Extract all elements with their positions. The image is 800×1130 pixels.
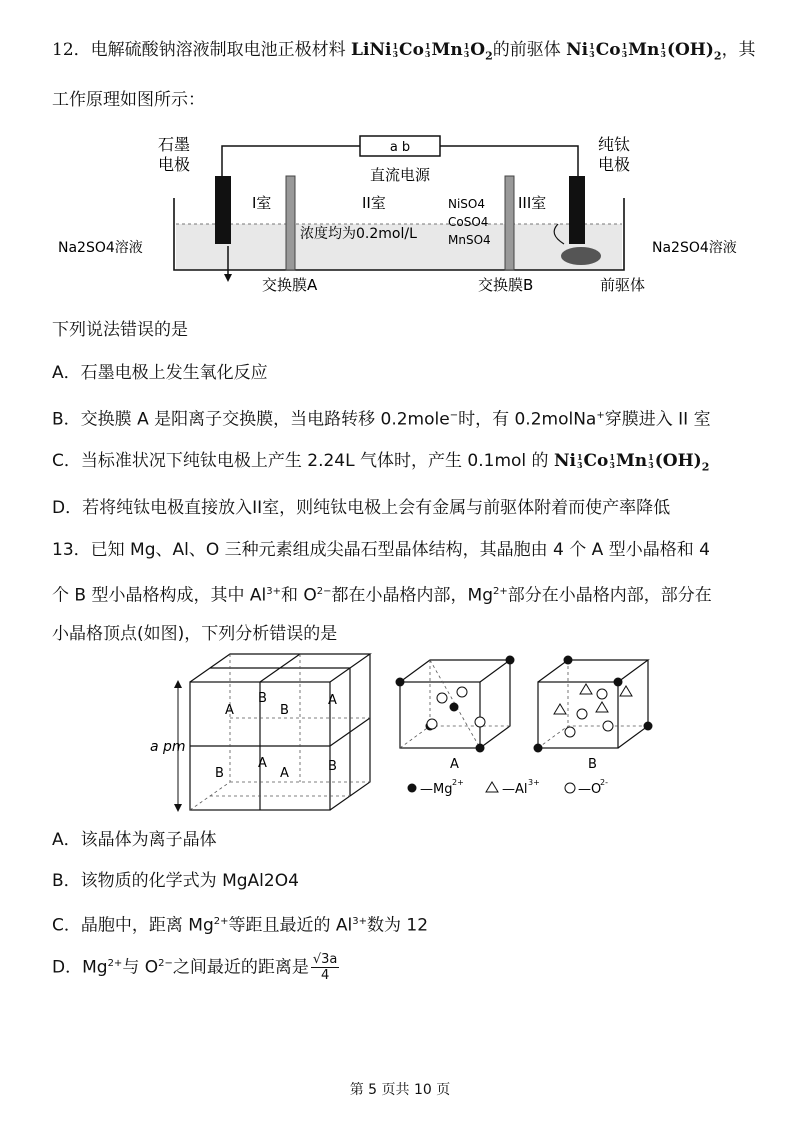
q13-option-a: A．该晶体为离子晶体 (52, 830, 217, 850)
q13-number: 13． (52, 540, 91, 560)
svg-text:III室: III室 (518, 194, 547, 212)
svg-text:I室: I室 (252, 194, 272, 212)
titanium-electrode (569, 176, 585, 244)
svg-text:石墨: 石墨 (158, 135, 191, 154)
al-legend-icon (486, 782, 498, 792)
svg-text:纯钛: 纯钛 (598, 135, 631, 154)
svg-text:交换膜B: 交换膜B (478, 276, 534, 294)
svg-text:A: A (258, 756, 267, 771)
membrane-b (505, 176, 514, 270)
svg-text:A: A (450, 757, 459, 772)
svg-text:前驱体: 前驱体 (600, 276, 646, 294)
svg-text:MnSO4: MnSO4 (448, 233, 491, 247)
svg-text:电极: 电极 (158, 155, 191, 174)
svg-text:—Al: —Al (502, 782, 528, 797)
q13-stem-line1: 13．已知 Mg、Al、O 三种元素组成尖晶石型晶体结构，其晶胞由 4 个 A 型小晶格和 4 (52, 540, 710, 560)
precursor-deposit (561, 247, 601, 265)
q12-option-a: A．石墨电极上发生氧化反应 (52, 363, 268, 383)
q13-option-c: C．晶胞中，距离 $Mg^{2+}$等距且最近的 $Al^{3+}$数为 12 (52, 915, 429, 936)
svg-text:B: B (588, 757, 597, 772)
svg-text:II室: II室 (362, 194, 386, 212)
mg-legend-icon (408, 784, 417, 793)
distance-fraction: $\frac{√3a}{4}$ (312, 952, 338, 984)
q12-stem-line2: 工作原理如图所示： (52, 90, 205, 110)
svg-text:B: B (258, 691, 267, 706)
graphite-electrode (215, 176, 231, 244)
power-box-label: a b (389, 140, 411, 155)
q12-prompt: 下列说法错误的是 (52, 320, 188, 340)
electrolysis-diagram (40, 128, 760, 308)
q12-number: 12． (52, 40, 91, 60)
svg-text:A: A (328, 693, 337, 708)
q12-option-c: C．当标准状况下纯钛电极上产生 2.24L 气体时，产生 0.1mol 的 Ni 1 3 Co 1 3 Mn 1 3 $(OH)_2$ (52, 451, 710, 474)
svg-text:—O: —O (578, 782, 602, 797)
q13-stem-line3: 小晶格顶点(如图)，下列分析错误的是 (52, 624, 338, 644)
svg-text:B: B (215, 766, 224, 781)
svg-text:2+: 2+ (452, 778, 464, 787)
svg-text:电极: 电极 (598, 155, 631, 174)
svg-text:B: B (280, 703, 289, 718)
q12-option-b: B．交换膜 A 是阳离子交换膜，当电路转移 0.2mole−时，有 0.2molNa+穿膜进入 II 室 (52, 409, 711, 430)
power-label: 直流电源 (369, 166, 431, 184)
spinel-cell-diagram (150, 652, 670, 822)
svg-text:浓度均为0.2mol/L: 浓度均为0.2mol/L (300, 226, 417, 242)
q13-option-d: D．$Mg^{2+}$与 $O^{2-}$之间最近的距离是 $\frac{√3a}{4}$ (52, 952, 338, 984)
svg-text:交换膜A: 交换膜A (262, 276, 318, 294)
edge-length-label: a pm (150, 739, 186, 755)
q12-stem-line1: 12．电解硫酸钠溶液制取电池正极材料 LiNi 1 3 Co 1 3 Mn 1 3 $O_2$的前驱体 Ni 1 3 Co 1 3 Mn 1 3 $(OH)_2$，其 (52, 40, 756, 63)
o-legend-icon (565, 783, 575, 793)
svg-text:—Mg: —Mg (420, 782, 453, 797)
membrane-a (286, 176, 295, 270)
svg-text:NiSO4: NiSO4 (448, 197, 486, 211)
svg-text:A: A (225, 703, 234, 718)
svg-text:Na2SO4溶液: Na2SO4溶液 (652, 240, 737, 256)
svg-text:B: B (328, 759, 337, 774)
q13-stem-line2: 个 B 型小晶格构成，其中 $Al^{3+}$和 $O^{2-}$都在小晶格内部，$Mg^{2+}$部分在小晶格内部，部分在 (52, 585, 712, 606)
svg-text:A: A (280, 766, 289, 781)
svg-text:Na2SO4溶液: Na2SO4溶液 (58, 240, 143, 256)
svg-text:CoSO4: CoSO4 (448, 215, 489, 229)
svg-text:2-: 2- (600, 778, 608, 787)
q13-option-b: B．该物质的化学式为 MgAl2O4 (52, 871, 299, 891)
svg-text:3+: 3+ (528, 778, 540, 787)
page-footer: 第 5 页共 10 页 (349, 1082, 451, 1098)
q12-option-d: D．若将纯钛电极直接放入II室，则纯钛电极上会有金属与前驱体附着而使产率降低 (52, 498, 671, 518)
